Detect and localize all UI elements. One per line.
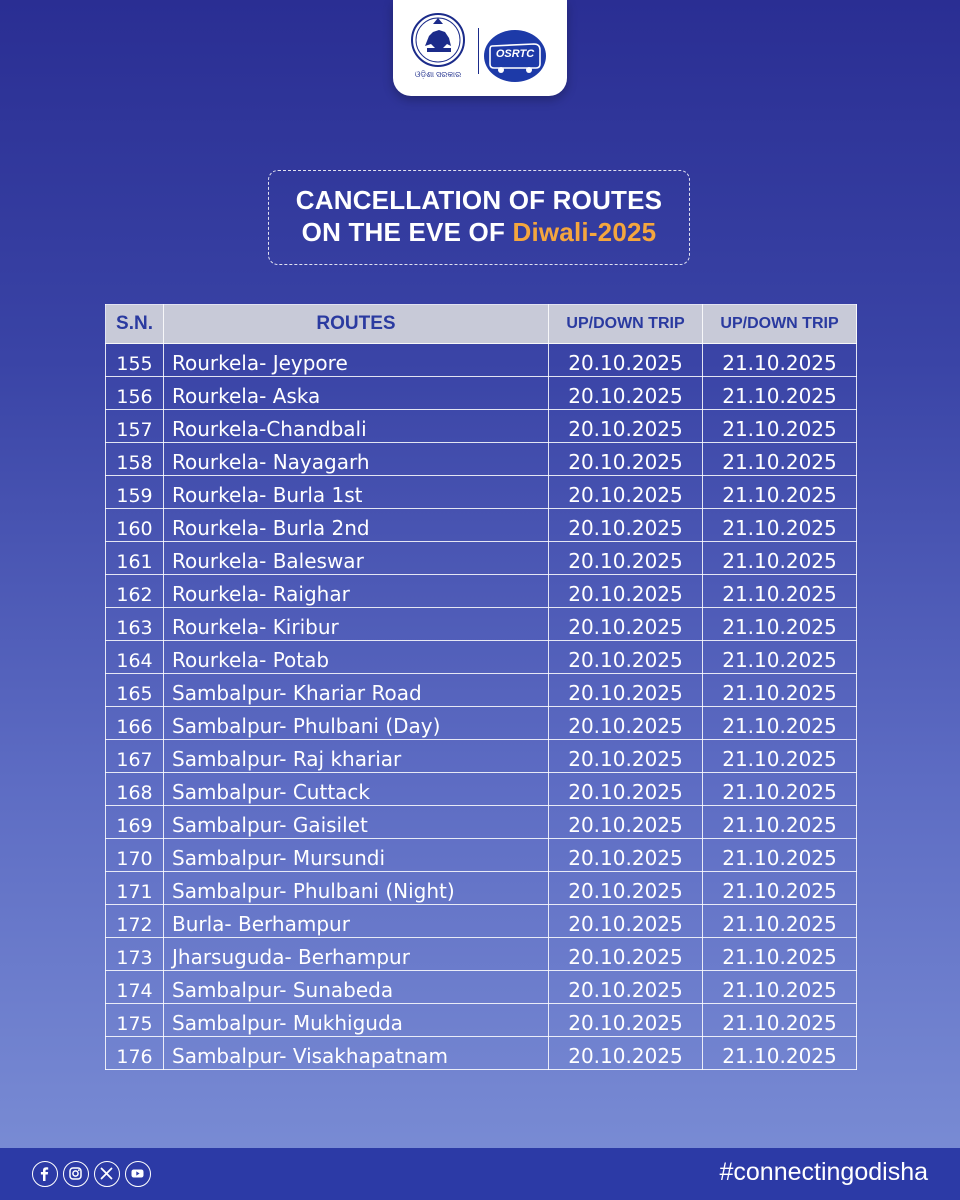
row-trip-date-1: 20.10.2025 xyxy=(549,806,703,839)
row-sn: 165 xyxy=(106,674,164,707)
row-sn: 173 xyxy=(106,938,164,971)
row-route: Rourkela- Jeypore xyxy=(164,344,549,377)
row-trip-date-1: 20.10.2025 xyxy=(549,641,703,674)
row-trip-date-2: 21.10.2025 xyxy=(703,509,857,542)
row-trip-date-1: 20.10.2025 xyxy=(549,344,703,377)
row-sn: 156 xyxy=(106,377,164,410)
row-trip-date-2: 21.10.2025 xyxy=(703,971,857,1004)
hashtag-connectingodisha: #connectingodisha xyxy=(719,1158,928,1186)
row-sn: 157 xyxy=(106,410,164,443)
row-trip-date-2: 21.10.2025 xyxy=(703,410,857,443)
row-trip-date-1: 20.10.2025 xyxy=(549,872,703,905)
table-row xyxy=(106,575,857,608)
row-sn: 171 xyxy=(106,872,164,905)
title-highlight: Diwali-2025 xyxy=(512,217,657,247)
row-route: Rourkela- Potab xyxy=(164,641,549,674)
table-row xyxy=(106,608,857,641)
row-sn: 162 xyxy=(106,575,164,608)
table-row xyxy=(106,641,857,674)
row-trip-date-1: 20.10.2025 xyxy=(549,608,703,641)
row-trip-date-1: 20.10.2025 xyxy=(549,707,703,740)
row-trip-date-2: 21.10.2025 xyxy=(703,839,857,872)
facebook-icon[interactable] xyxy=(32,1161,58,1187)
table-row xyxy=(106,542,857,575)
row-sn: 155 xyxy=(106,344,164,377)
row-trip-date-1: 20.10.2025 xyxy=(549,905,703,938)
row-sn: 176 xyxy=(106,1037,164,1070)
row-trip-date-1: 20.10.2025 xyxy=(549,476,703,509)
odisha-emblem-icon xyxy=(405,10,471,76)
table-row xyxy=(106,443,857,476)
emblem-caption: ଓଡ଼ିଶା ସରକାର xyxy=(414,70,462,79)
table-row xyxy=(106,476,857,509)
row-sn: 163 xyxy=(106,608,164,641)
title-line-2 xyxy=(269,216,689,248)
row-trip-date-2: 21.10.2025 xyxy=(703,1004,857,1037)
row-route: Rourkela- Baleswar xyxy=(164,542,549,575)
row-trip-date-1: 20.10.2025 xyxy=(549,542,703,575)
table-row xyxy=(106,839,857,872)
row-trip-date-2: 21.10.2025 xyxy=(703,476,857,509)
row-trip-date-2: 21.10.2025 xyxy=(703,1037,857,1070)
row-trip-date-2: 21.10.2025 xyxy=(703,674,857,707)
instagram-icon[interactable] xyxy=(63,1161,89,1187)
row-route: Rourkela- Burla 2nd xyxy=(164,509,549,542)
table-row xyxy=(106,773,857,806)
row-trip-date-2: 21.10.2025 xyxy=(703,443,857,476)
row-trip-date-1: 20.10.2025 xyxy=(549,971,703,1004)
title-box xyxy=(268,170,690,265)
row-route: Rourkela- Raighar xyxy=(164,575,549,608)
table-row xyxy=(106,1037,857,1070)
row-trip-date-1: 20.10.2025 xyxy=(549,839,703,872)
row-sn: 175 xyxy=(106,1004,164,1037)
row-trip-date-2: 21.10.2025 xyxy=(703,938,857,971)
header-trip-1: UP/DOWN TRIP xyxy=(549,305,703,344)
row-sn: 166 xyxy=(106,707,164,740)
row-route: Sambalpur- Cuttack xyxy=(164,773,549,806)
header-sn: S.N. xyxy=(106,305,164,344)
row-route: Sambalpur- Phulbani (Day) xyxy=(164,707,549,740)
table-row xyxy=(106,740,857,773)
row-route: Rourkela- Nayagarh xyxy=(164,443,549,476)
table-row xyxy=(106,1004,857,1037)
logo-divider xyxy=(478,28,479,74)
table-header-row xyxy=(106,305,857,344)
row-trip-date-1: 20.10.2025 xyxy=(549,938,703,971)
row-trip-date-1: 20.10.2025 xyxy=(549,674,703,707)
row-sn: 167 xyxy=(106,740,164,773)
row-trip-date-1: 20.10.2025 xyxy=(549,773,703,806)
row-trip-date-2: 21.10.2025 xyxy=(703,377,857,410)
row-route: Sambalpur- Raj khariar xyxy=(164,740,549,773)
row-trip-date-2: 21.10.2025 xyxy=(703,542,857,575)
youtube-icon[interactable] xyxy=(125,1161,151,1187)
header-routes: ROUTES xyxy=(164,305,549,344)
row-trip-date-2: 21.10.2025 xyxy=(703,872,857,905)
row-route: Burla- Berhampur xyxy=(164,905,549,938)
table-row xyxy=(106,707,857,740)
row-route: Sambalpur- Visakhapatnam xyxy=(164,1037,549,1070)
row-trip-date-1: 20.10.2025 xyxy=(549,740,703,773)
title-prefix: ON THE EVE OF xyxy=(301,217,513,247)
table-row xyxy=(106,410,857,443)
row-trip-date-1: 20.10.2025 xyxy=(549,575,703,608)
row-trip-date-2: 21.10.2025 xyxy=(703,740,857,773)
row-trip-date-2: 21.10.2025 xyxy=(703,608,857,641)
row-route: Rourkela- Burla 1st xyxy=(164,476,549,509)
row-trip-date-1: 20.10.2025 xyxy=(549,509,703,542)
row-sn: 172 xyxy=(106,905,164,938)
row-route: Sambalpur- Khariar Road xyxy=(164,674,549,707)
table-row xyxy=(106,872,857,905)
row-route: Sambalpur- Gaisilet xyxy=(164,806,549,839)
row-sn: 161 xyxy=(106,542,164,575)
row-sn: 158 xyxy=(106,443,164,476)
row-trip-date-2: 21.10.2025 xyxy=(703,344,857,377)
footer-bar xyxy=(0,1148,960,1200)
logo-card xyxy=(393,0,567,96)
row-route: Rourkela-Chandbali xyxy=(164,410,549,443)
x-icon[interactable] xyxy=(94,1161,120,1187)
row-trip-date-2: 21.10.2025 xyxy=(703,707,857,740)
routes-table xyxy=(105,304,857,1070)
row-sn: 169 xyxy=(106,806,164,839)
table-row xyxy=(106,344,857,377)
row-route: Rourkela- Aska xyxy=(164,377,549,410)
row-trip-date-1: 20.10.2025 xyxy=(549,410,703,443)
row-route: Jharsuguda- Berhampur xyxy=(164,938,549,971)
table-row xyxy=(106,377,857,410)
table-row xyxy=(106,674,857,707)
row-trip-date-2: 21.10.2025 xyxy=(703,641,857,674)
table-row xyxy=(106,971,857,1004)
row-route: Sambalpur- Sunabeda xyxy=(164,971,549,1004)
row-trip-date-2: 21.10.2025 xyxy=(703,773,857,806)
row-sn: 170 xyxy=(106,839,164,872)
table-row xyxy=(106,806,857,839)
row-route: Rourkela- Kiribur xyxy=(164,608,549,641)
osrtc-logo-text: OSRTC xyxy=(495,48,535,60)
row-trip-date-1: 20.10.2025 xyxy=(549,1004,703,1037)
row-route: Sambalpur- Mukhiguda xyxy=(164,1004,549,1037)
row-route: Sambalpur- Phulbani (Night) xyxy=(164,872,549,905)
title-line-1: CANCELLATION OF ROUTES xyxy=(295,185,663,215)
row-route: Sambalpur- Mursundi xyxy=(164,839,549,872)
row-trip-date-1: 20.10.2025 xyxy=(549,1037,703,1070)
row-trip-date-1: 20.10.2025 xyxy=(549,443,703,476)
routes-table-body xyxy=(106,344,857,1070)
row-sn: 159 xyxy=(106,476,164,509)
header-trip-2: UP/DOWN TRIP xyxy=(703,305,857,344)
row-sn: 160 xyxy=(106,509,164,542)
table-row xyxy=(106,905,857,938)
table-row xyxy=(106,509,857,542)
table-row xyxy=(106,938,857,971)
row-sn: 168 xyxy=(106,773,164,806)
row-sn: 164 xyxy=(106,641,164,674)
row-trip-date-2: 21.10.2025 xyxy=(703,575,857,608)
row-trip-date-2: 21.10.2025 xyxy=(703,905,857,938)
row-sn: 174 xyxy=(106,971,164,1004)
row-trip-date-2: 21.10.2025 xyxy=(703,806,857,839)
row-trip-date-1: 20.10.2025 xyxy=(549,377,703,410)
